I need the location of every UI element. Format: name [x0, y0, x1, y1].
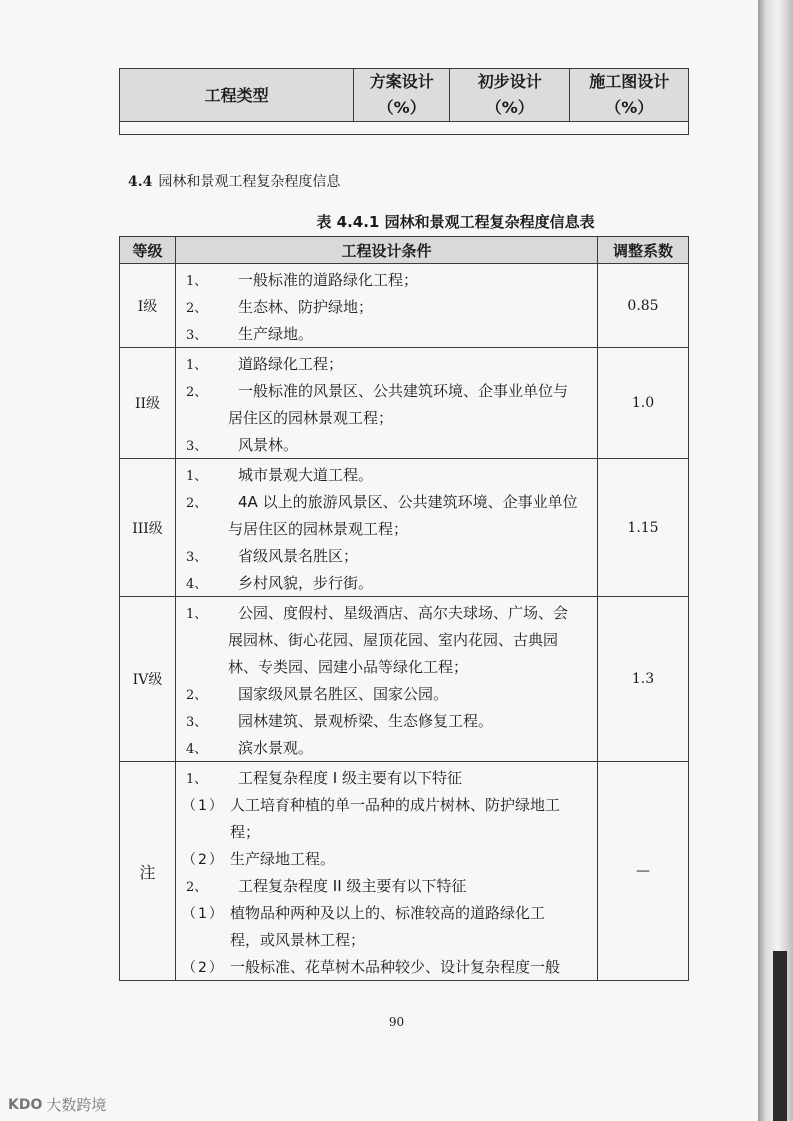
conditions-cell: [176, 348, 598, 459]
condition-line: [176, 707, 597, 734]
item-number: 1、: [186, 607, 208, 622]
conditions-cell: [176, 459, 598, 597]
coefficient-cell: 1.3: [598, 597, 689, 762]
item-number: （2）: [182, 851, 225, 868]
item-text: 一般标准的风景区、公共建筑环境、企事业单位与: [238, 382, 569, 400]
coefficient-cell: 0.85: [598, 264, 689, 348]
header-preliminary-design: [450, 69, 570, 122]
item-number: 3、: [186, 439, 208, 454]
condition-line: [176, 461, 597, 488]
item-text: 生产绿地。: [238, 325, 314, 343]
item-text: 4A 以上的旅游风景区、公共建筑环境、企事业单位: [238, 493, 578, 511]
condition-line: [176, 350, 597, 377]
condition-line: [176, 791, 597, 818]
item-number: 2、: [186, 496, 208, 511]
item-text: 一般标准、花草树木品种较少、设计复杂程度一般: [230, 958, 561, 976]
item-text: 程，或风景林工程；: [230, 931, 366, 949]
item-text: 工程复杂程度 I 级主要有以下特征: [238, 769, 462, 787]
condition-line: [176, 266, 597, 293]
section-heading: [128, 171, 340, 191]
blank-row: [120, 122, 689, 135]
condition-line: [176, 818, 597, 845]
condition-line: [176, 953, 597, 980]
grade-cell: I级: [120, 264, 176, 348]
item-text: 风景林。: [238, 436, 299, 454]
item-text: 城市景观大道工程。: [238, 466, 374, 484]
item-number: 2、: [186, 880, 208, 895]
condition-line: [176, 599, 597, 626]
conditions-cell: [176, 762, 598, 981]
condition-line: [176, 653, 597, 680]
watermark-logo: KDO: [8, 1096, 43, 1113]
design-stage-table: [119, 68, 689, 135]
table-row: [120, 459, 689, 597]
condition-line: [176, 542, 597, 569]
item-number: （1）: [182, 905, 225, 922]
item-text: 国家级风景名胜区、国家公园。: [238, 685, 449, 703]
item-text: 工程复杂程度 II 级主要有以下特征: [238, 877, 467, 895]
item-text: 居住区的园林景观工程；: [228, 409, 394, 427]
table-row: [120, 762, 689, 981]
grade-cell: II级: [120, 348, 176, 459]
coefficient-cell: 1.0: [598, 348, 689, 459]
grade-cell: 注: [120, 762, 176, 981]
table-row: [120, 597, 689, 762]
conditions-cell: [176, 597, 598, 762]
item-text: 与居住区的园林景观工程；: [228, 520, 409, 538]
item-text: 生产绿地工程。: [230, 850, 336, 868]
item-text: 省级风景名胜区；: [238, 547, 359, 565]
complexity-table: [119, 236, 689, 981]
section-title: 园林和景观工程复杂程度信息: [158, 174, 341, 190]
condition-line: [176, 872, 597, 899]
item-text: 程；: [230, 823, 261, 841]
condition-line: [176, 845, 597, 872]
table-row: [120, 264, 689, 348]
header-construction-design: [570, 69, 689, 122]
item-number: 4、: [186, 742, 208, 757]
condition-line: [176, 377, 597, 404]
header-construction-label: 施工图设计: [589, 72, 670, 91]
table-caption-text: 表 4.4.1 园林和景观工程复杂程度信息表: [316, 213, 595, 231]
header-prelim-label: 初步设计: [477, 72, 542, 91]
item-text: 人工培育种植的单一品种的成片树林、防护绿地工: [230, 796, 561, 814]
item-number: 1、: [186, 358, 208, 373]
item-text: 道路绿化工程；: [238, 355, 344, 373]
item-number: 3、: [186, 550, 208, 565]
coefficient-cell: 1.15: [598, 459, 689, 597]
page-number: 90: [388, 1015, 405, 1029]
item-number: 2、: [186, 688, 208, 703]
condition-line: [176, 293, 597, 320]
header-project-type: 工程类型: [120, 69, 354, 122]
binding-band: [773, 951, 787, 1121]
condition-line: [176, 734, 597, 761]
item-number: 3、: [186, 715, 208, 730]
item-number: 3、: [186, 328, 208, 343]
header-conditions: 工程设计条件: [176, 237, 598, 264]
item-number: 1、: [186, 772, 208, 787]
item-text: 公园、度假村、星级酒店、高尔夫球场、广场、会: [238, 604, 569, 622]
item-number: 4、: [186, 577, 208, 592]
item-number: （2）: [182, 959, 225, 976]
item-text: 园林建筑、景观桥梁、生态修复工程。: [238, 712, 494, 730]
header-scheme-unit: （%）: [377, 98, 426, 117]
header-construction-unit: （%）: [605, 98, 654, 117]
condition-line: [176, 626, 597, 653]
condition-line: [176, 680, 597, 707]
item-number: 1、: [186, 469, 208, 484]
watermark: [8, 1094, 106, 1115]
item-text: 一般标准的道路绿化工程；: [238, 271, 419, 289]
header-scheme-design: [354, 69, 450, 122]
condition-line: [176, 569, 597, 596]
header-coefficient: 调整系数: [598, 237, 689, 264]
table-caption: [0, 211, 793, 232]
item-text: 乡村风貌，步行街。: [238, 574, 374, 592]
header-prelim-unit: （%）: [485, 98, 534, 117]
item-number: 1、: [186, 274, 208, 289]
condition-line: [176, 488, 597, 515]
table-row: [120, 348, 689, 459]
condition-line: [176, 764, 597, 791]
condition-line: [176, 899, 597, 926]
condition-line: [176, 404, 597, 431]
condition-line: [176, 320, 597, 347]
item-text: 植物品种两种及以上的、标准较高的道路绿化工: [230, 904, 546, 922]
conditions-cell: [176, 264, 598, 348]
item-number: 2、: [186, 385, 208, 400]
watermark-text: 大数跨境: [46, 1096, 107, 1114]
item-number: （1）: [182, 797, 225, 814]
grade-cell: IV级: [120, 597, 176, 762]
item-text: 滨水景观。: [238, 739, 314, 757]
condition-line: [176, 515, 597, 542]
grade-cell: III级: [120, 459, 176, 597]
header-scheme-label: 方案设计: [369, 72, 434, 91]
item-text: 林、专类园、园建小品等绿化工程；: [228, 658, 469, 676]
header-grade: 等级: [120, 237, 176, 264]
section-number: 4.4: [128, 174, 153, 190]
item-number: 2、: [186, 301, 208, 316]
condition-line: [176, 431, 597, 458]
item-text: 生态林、防护绿地；: [238, 298, 374, 316]
item-text: 展园林、街心花园、屋顶花园、室内花园、古典园: [228, 631, 559, 649]
coefficient-cell: —: [598, 762, 689, 981]
next-page-edge: [758, 0, 793, 1121]
condition-line: [176, 926, 597, 953]
